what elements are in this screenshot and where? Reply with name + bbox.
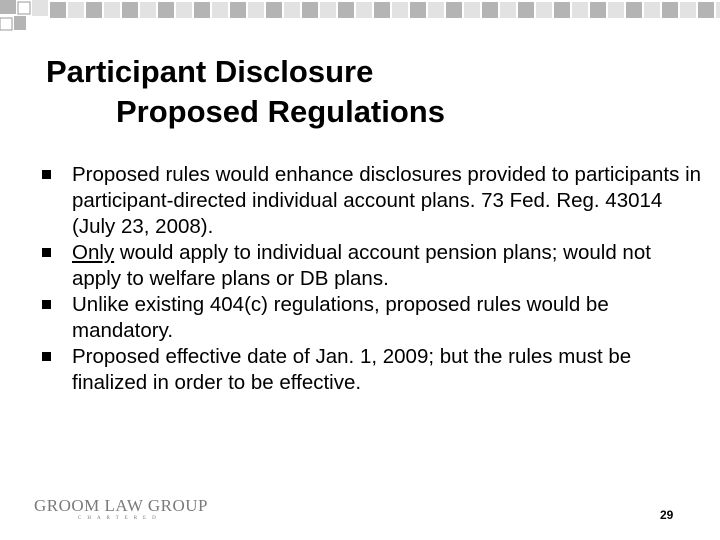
bullet-emphasis: Only [72,241,115,264]
header-decoration-square [338,2,354,18]
header-decoration [0,0,720,40]
header-decoration-square [158,2,174,18]
header-decoration-square [176,2,192,18]
header-decoration-square [50,2,66,18]
header-decoration-square [0,18,12,30]
header-decoration-square [428,2,444,18]
header-decoration-square [626,2,642,18]
header-decoration-square [212,2,228,18]
header-decoration-square [18,2,30,14]
slide-title [46,52,445,132]
bullet-item [72,162,704,240]
header-decoration-square [518,2,534,18]
header-decoration-square [392,2,408,18]
bullet-square-icon [42,300,51,309]
header-decoration-square [14,16,26,30]
page-number: 29 [660,508,674,522]
header-decoration-square [716,2,720,18]
title-line-1: Participant Disclosure [46,54,374,89]
header-decoration-square [680,2,696,18]
header-decoration-square [410,2,426,18]
header-decoration-square [86,2,102,18]
logo-subtitle: CHARTERED [78,516,162,521]
header-decoration-square [122,2,138,18]
header-decoration-square [230,2,246,18]
bullet-text: Proposed effective date of Jan. 1, 2009; but the rules must be finalized in order to be effective. [72,345,632,394]
header-decoration-square [284,2,300,18]
firm-logo [34,497,208,523]
header-decoration-square [500,2,516,18]
logo-name: GROOM LAW GROUP [34,496,208,515]
header-decoration-square [446,2,462,18]
bullet-item [72,292,704,344]
header-decoration-square [320,2,336,18]
header-decoration-square [554,2,570,18]
header-decoration-square [194,2,210,18]
bullet-text: Proposed rules would enhance disclosures provided to participants in participant-directed individual account plans. 73 Fed. Reg. 43014 (July 23, 2008). [72,163,702,238]
header-decoration-square [356,2,372,18]
header-decoration-square [698,2,714,18]
header-decoration-square [266,2,282,18]
header-decoration-square [464,2,480,18]
bullet-list [72,162,704,396]
header-decoration-square [572,2,588,18]
title-line-2: Proposed Regulations [116,94,445,129]
header-decoration-square [0,0,16,14]
header-decoration-square [536,2,552,18]
header-decoration-square [248,2,264,18]
header-decoration-square [104,2,120,18]
header-decoration-square [482,2,498,18]
bullet-item [72,344,704,396]
bullet-square-icon [42,170,51,179]
header-decoration-square [590,2,606,18]
bullet-text: would apply to individual account pension plans; would not apply to welfare plans or DB plans. [72,241,651,290]
bullet-text: Unlike existing 404(c) regulations, proposed rules would be mandatory. [72,293,609,342]
header-decoration-square [32,0,48,16]
header-decoration-square [68,2,84,18]
header-decoration-square [608,2,624,18]
header-decoration-square [374,2,390,18]
bullet-square-icon [42,352,51,361]
bullet-item [72,240,704,292]
bullet-square-icon [42,248,51,257]
header-decoration-square [662,2,678,18]
header-decoration-square [302,2,318,18]
header-decoration-square [140,2,156,18]
header-decoration-square [644,2,660,18]
